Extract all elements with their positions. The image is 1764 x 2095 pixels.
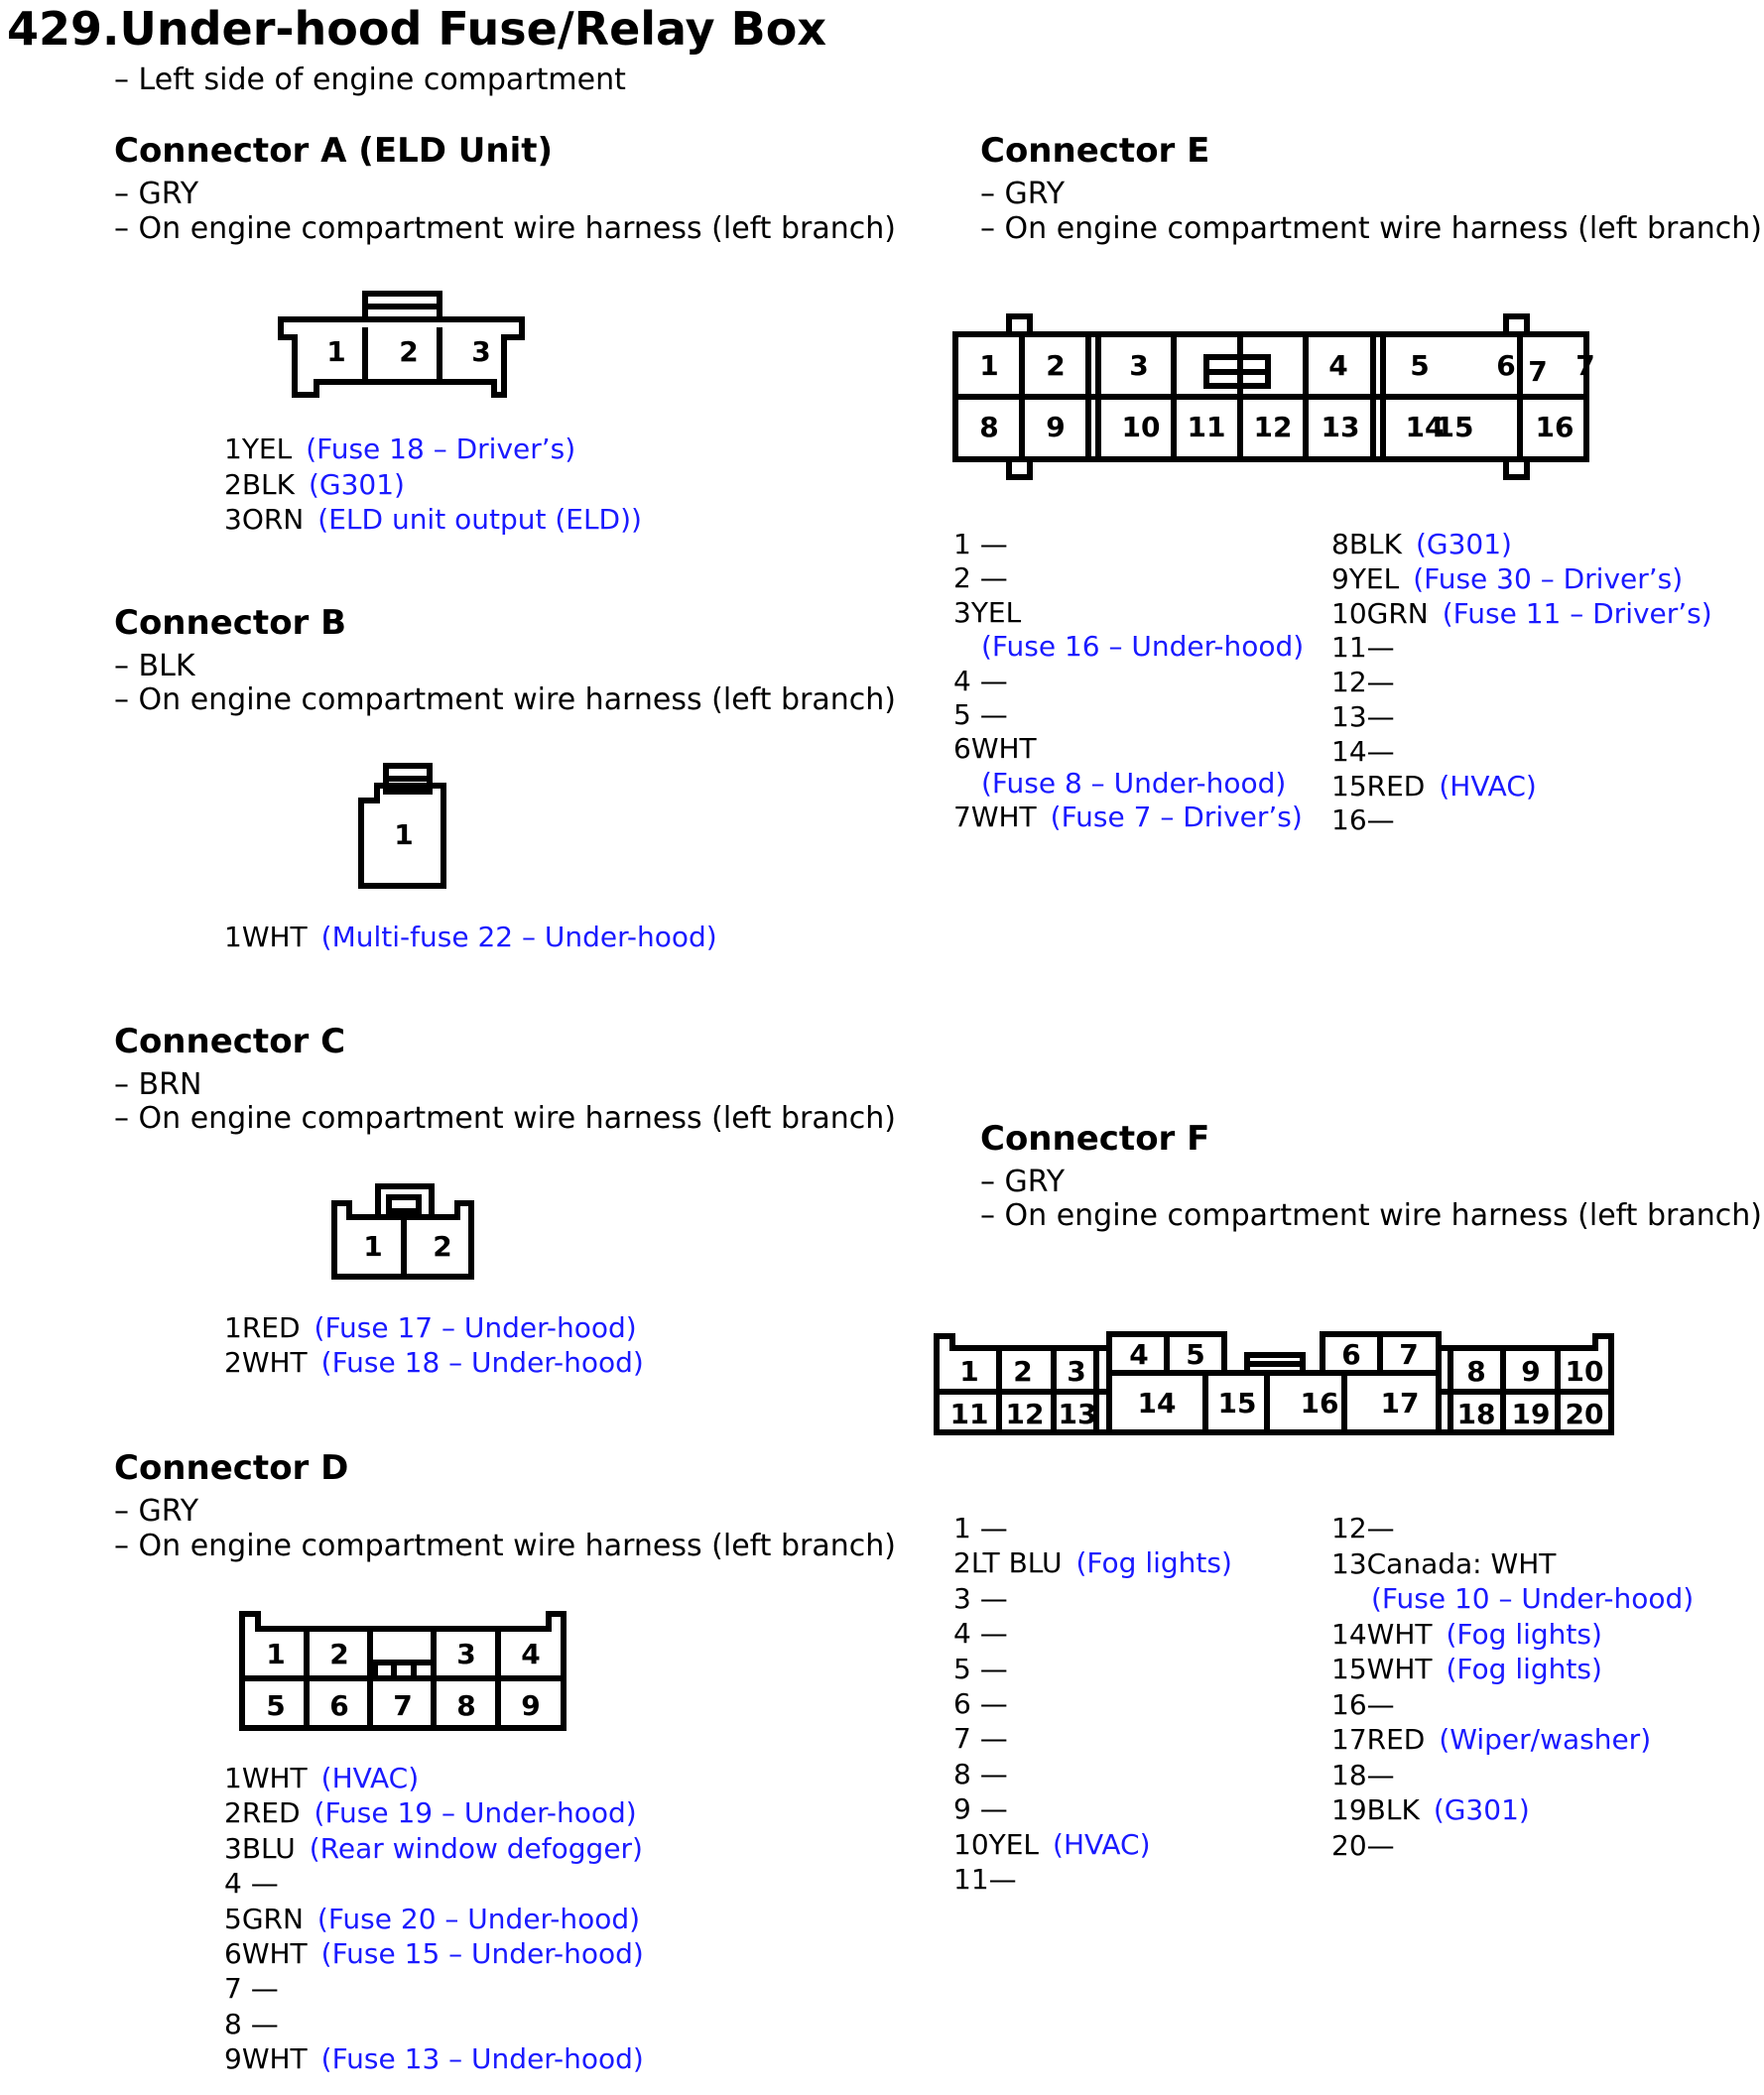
pin-row (953, 1687, 1008, 1720)
pin-row (1331, 770, 1537, 802)
pin-row (1331, 631, 1395, 664)
connector-e-color: – GRY (980, 177, 1066, 211)
connector-d-cavity-3: 3 (456, 1638, 476, 1670)
pin-wire: 1YEL (224, 432, 293, 465)
pin-row (981, 630, 1304, 663)
pin-row (953, 528, 1008, 560)
pin-row (1331, 528, 1512, 560)
pin-row (953, 1828, 1151, 1861)
pin-wire: 18— (1331, 1758, 1395, 1791)
pin-wire: 6WHT (953, 732, 1037, 766)
pin-wire: 11— (953, 1863, 1017, 1896)
pin-wire: 1WHT (224, 921, 308, 953)
connector-f-cavity-8: 8 (1466, 1355, 1486, 1388)
pin-destination: (Fuse 17 – Under-hood) (314, 1311, 637, 1344)
pin-row (953, 1863, 1017, 1896)
connector-f-cavity-14: 14 (1137, 1387, 1177, 1419)
pin-wire: 7 — (224, 1972, 279, 2006)
pin-wire: 8BLK (1331, 528, 1402, 560)
pin-destination: (ELD unit output (ELD)) (317, 503, 642, 536)
pin-row (1331, 735, 1395, 768)
connector-c-color: – BRN (114, 1067, 202, 1102)
pin-row (224, 1972, 279, 2005)
pin-row (1331, 1829, 1395, 1862)
connector-c-cavity-2: 2 (433, 1230, 452, 1263)
connector-e-cavity-10: 10 (1121, 411, 1161, 443)
connector-c-cavity-1: 1 (363, 1230, 383, 1263)
pin-row (224, 1311, 637, 1344)
pin-wire: 1RED (224, 1311, 301, 1344)
pin-row (953, 1617, 1008, 1650)
pin-wire: 4 — (224, 1867, 279, 1901)
connector-f-cavity-10: 10 (1565, 1355, 1604, 1388)
connector-f-cavity-17: 17 (1380, 1387, 1420, 1419)
pin-wire: 6 — (953, 1687, 1008, 1720)
pin-wire: 14WHT (1331, 1617, 1433, 1651)
pin-destination: (Fuse 18 – Driver’s) (306, 432, 576, 465)
connector-f-cavity-16: 16 (1300, 1387, 1339, 1419)
pin-row (224, 503, 642, 536)
connector-a-heading: Connector A (ELD Unit) (114, 131, 554, 171)
pin-row (981, 767, 1286, 800)
pin-wire: 1 — (953, 528, 1008, 560)
pin-row (953, 665, 1008, 697)
pin-wire: 2 — (953, 561, 1008, 595)
connector-b-face (361, 766, 443, 886)
connector-f-cavity-15: 15 (1217, 1387, 1257, 1419)
pin-wire: 11— (1331, 631, 1395, 665)
pin-wire: 9WHT (224, 2042, 308, 2076)
connector-f-cavity-6: 6 (1341, 1338, 1361, 1371)
connector-a-cavity-1: 1 (326, 335, 346, 368)
pin-row (224, 432, 575, 465)
pin-destination: (G301) (1415, 528, 1512, 560)
connector-d-cavity-7: 7 (393, 1689, 413, 1722)
connector-e-cavity-9: 9 (1046, 411, 1066, 443)
pin-destination: (Multi-fuse 22 – Under-hood) (320, 921, 717, 953)
pin-destination: (Fuse 18 – Under-hood) (320, 1346, 644, 1379)
connector-e-cavity-3: 3 (1129, 349, 1149, 382)
pin-wire: 1WHT (224, 1762, 308, 1794)
pin-wire: 17RED (1331, 1723, 1426, 1756)
pin-wire: 12— (1331, 666, 1395, 699)
connector-e-cavity-5: 5 (1410, 349, 1430, 382)
pin-row (953, 596, 1021, 629)
pin-wire: 20— (1331, 1828, 1395, 1862)
connector-f-cavity-3: 3 (1067, 1355, 1086, 1388)
connector-a-cavity-2: 2 (399, 335, 419, 368)
pin-destination: (HVAC) (1053, 1827, 1151, 1861)
pin-row (1331, 1653, 1602, 1685)
pin-destination: (Fog lights) (1075, 1546, 1232, 1580)
pin-wire: 8 — (953, 1757, 1008, 1790)
pin-destination: (G301) (1433, 1793, 1530, 1826)
connector-e-cavity-12: 12 (1253, 411, 1293, 443)
pin-row (224, 1796, 637, 1829)
pin-destination: (Fuse 19 – Under-hood) (314, 1796, 637, 1830)
connector-e-cavity-11: 11 (1187, 411, 1226, 443)
pin-wire: 9YEL (1331, 561, 1400, 595)
connector-c-face (334, 1186, 471, 1277)
pin-destination: (Fog lights) (1446, 1617, 1602, 1651)
pin-wire: 8 — (224, 2007, 279, 2040)
pin-wire: 5 — (953, 698, 1008, 731)
pin-row (953, 1512, 1008, 1544)
pin-destination: (Fuse 13 – Under-hood) (320, 2042, 644, 2076)
pin-row (953, 1722, 1008, 1755)
pin-row (224, 1346, 644, 1379)
pin-row (953, 1546, 1232, 1579)
connector-e-cavity-7: 7 (1528, 355, 1548, 388)
connector-a-cavity-3: 3 (471, 335, 491, 368)
pin-row (1331, 803, 1395, 836)
pin-destination: (Fuse 20 – Under-hood) (316, 1902, 641, 1935)
connector-a-color: – GRY (114, 177, 199, 211)
pin-wire: 3ORN (224, 503, 305, 536)
pin-wire: 1 — (953, 1512, 1008, 1544)
connector-a-harness: – On engine compartment wire harness (left branch) (114, 211, 896, 246)
pin-destination: (Rear window defogger) (309, 1831, 643, 1865)
pin-wire: 12— (1331, 1512, 1395, 1544)
pin-wire: 10YEL (953, 1827, 1040, 1861)
pin-wire: 3YEL (953, 595, 1022, 629)
location-note: – Left side of engine compartment (114, 62, 626, 97)
connector-e-cavity-13: 13 (1321, 411, 1360, 443)
connector-d-cavity-8: 8 (456, 1689, 476, 1722)
pin-wire: 13— (1331, 700, 1395, 733)
connector-f-cavity-4: 4 (1129, 1338, 1149, 1371)
pin-row (1331, 1688, 1395, 1721)
pin-wire: 3BLU (224, 1831, 296, 1865)
connector-e-cavity-7-overlap: 7 (1575, 349, 1595, 382)
pin-wire: 5GRN (224, 1902, 304, 1935)
connector-e-cavity-1: 1 (979, 349, 999, 382)
pin-wire: 15WHT (1331, 1653, 1433, 1685)
connector-f-cavity-20: 20 (1565, 1398, 1604, 1430)
connector-e-cavity-6: 6 (1496, 349, 1516, 382)
pin-row (953, 1653, 1008, 1685)
connector-f-cavity-2: 2 (1013, 1355, 1033, 1388)
connector-d-cavity-5: 5 (266, 1689, 286, 1722)
connector-d-harness: – On engine compartment wire harness (left branch) (114, 1529, 896, 1563)
pin-wire: 15RED (1331, 769, 1426, 802)
pin-destination: (Fuse 30 – Driver’s) (1413, 561, 1684, 595)
pin-row (1331, 562, 1683, 595)
pin-destination: (Fuse 8 – Under-hood) (981, 766, 1287, 800)
pin-destination: (HVAC) (320, 1762, 420, 1794)
connector-f-face (937, 1334, 1611, 1432)
connector-f-harness: – On engine compartment wire harness (left branch) (980, 1198, 1762, 1233)
connector-d-cavity-6: 6 (329, 1689, 349, 1722)
pin-wire: 16— (1331, 803, 1395, 837)
pin-destination: (Wiper/washer) (1439, 1723, 1652, 1756)
pin-row (224, 1762, 419, 1794)
pin-wire: 2WHT (224, 1346, 308, 1379)
pin-row (953, 1792, 1008, 1825)
pin-wire: 14— (1331, 734, 1395, 768)
pin-row (1331, 700, 1395, 733)
pin-wire: 2LT BLU (953, 1546, 1063, 1580)
connector-d-heading: Connector D (114, 1448, 349, 1488)
connector-b-heading: Connector B (114, 603, 347, 643)
pin-destination: (Fuse 16 – Under-hood) (981, 630, 1305, 664)
pin-row (224, 1903, 640, 1935)
pin-destination: (Fuse 10 – Under-hood) (1371, 1582, 1695, 1615)
pin-row (953, 1582, 1008, 1615)
connector-d-cavity-9: 9 (521, 1689, 541, 1722)
connector-d-cavity-4: 4 (521, 1638, 541, 1670)
pin-destination: (G301) (308, 467, 405, 501)
pin-row (1331, 1723, 1651, 1756)
connector-d-cavity-1: 1 (266, 1638, 286, 1670)
connector-f-cavity-7: 7 (1399, 1338, 1419, 1371)
connector-e-cavity-16: 16 (1535, 411, 1575, 443)
connector-d-face (242, 1614, 564, 1728)
connector-d-color: – GRY (114, 1494, 199, 1529)
page-title: 429.Under-hood Fuse/Relay Box (7, 2, 827, 56)
connector-e-cavity-2: 2 (1046, 349, 1066, 382)
connector-b-cavity-1: 1 (394, 818, 414, 851)
pin-row (1331, 1512, 1395, 1544)
pin-wire: 19BLK (1331, 1793, 1420, 1826)
pin-row (1331, 666, 1395, 698)
connector-f-cavity-1: 1 (959, 1355, 979, 1388)
connector-d-cavity-2: 2 (329, 1638, 349, 1670)
pin-wire: 4 — (953, 1617, 1008, 1651)
connector-e-face (955, 316, 1595, 477)
pin-wire: 9 — (953, 1792, 1008, 1826)
pin-row (1331, 597, 1712, 630)
pin-wire: 16— (1331, 1687, 1395, 1721)
pin-wire: 3 — (953, 1581, 1008, 1615)
connector-f-heading: Connector F (980, 1119, 1210, 1159)
connector-f-cavity-11: 11 (949, 1398, 989, 1430)
connector-e-heading: Connector E (980, 131, 1210, 171)
pin-row (224, 1832, 643, 1865)
pin-wire: 5 — (953, 1652, 1008, 1685)
connector-f-cavity-9: 9 (1521, 1355, 1541, 1388)
pin-destination: (HVAC) (1439, 769, 1537, 802)
connector-f-cavity-19: 19 (1511, 1398, 1551, 1430)
connector-b-harness: – On engine compartment wire harness (left branch) (114, 682, 896, 717)
connector-c-heading: Connector C (114, 1022, 346, 1061)
connector-e-cavity-4: 4 (1328, 349, 1348, 382)
pin-destination: (Fog lights) (1446, 1653, 1602, 1685)
pin-wire: 7WHT (953, 801, 1037, 834)
connector-b-color: – BLK (114, 649, 195, 683)
connector-f-cavity-18: 18 (1456, 1398, 1496, 1430)
pin-wire: 7 — (953, 1722, 1008, 1756)
pin-row (953, 1758, 1008, 1790)
pin-destination: (Fuse 15 – Under-hood) (320, 1937, 644, 1970)
pin-row (953, 801, 1303, 833)
connector-a-face (281, 294, 522, 395)
pin-wire: 10GRN (1331, 596, 1429, 630)
pin-row (224, 468, 405, 501)
pin-row (224, 2008, 279, 2040)
pin-destination: (Fuse 7 – Driver’s) (1050, 801, 1303, 834)
pin-row (953, 732, 1037, 765)
pin-row (953, 561, 1008, 594)
pin-row (224, 2042, 644, 2075)
pin-row (1371, 1582, 1694, 1615)
pin-wire: 2BLK (224, 467, 295, 501)
pin-wire: 2RED (224, 1796, 301, 1830)
pin-row (224, 921, 717, 953)
pin-row (1331, 1759, 1395, 1791)
connector-e-cavity-14: 14 (1405, 411, 1445, 443)
pin-row (953, 698, 1008, 731)
pin-row (1331, 1793, 1530, 1826)
connector-c-harness: – On engine compartment wire harness (left branch) (114, 1101, 896, 1136)
pin-wire: 6WHT (224, 1937, 308, 1970)
pin-row (1331, 1547, 1556, 1580)
connector-e-harness: – On engine compartment wire harness (left branch) (980, 211, 1762, 246)
connector-f-cavity-5: 5 (1186, 1338, 1205, 1371)
pin-row (1331, 1618, 1602, 1651)
pin-wire: 13Canada: WHT (1331, 1546, 1557, 1580)
pin-destination: (Fuse 11 – Driver’s) (1442, 596, 1712, 630)
connector-f-cavity-12: 12 (1005, 1398, 1045, 1430)
pin-row (224, 1867, 279, 1900)
connector-f-color: – GRY (980, 1165, 1066, 1199)
connector-e-cavity-8: 8 (979, 411, 999, 443)
pin-row (224, 1937, 644, 1970)
pin-wire: 4 — (953, 664, 1008, 697)
connector-e-cavity-15: 15 (1435, 411, 1474, 443)
connector-f-cavity-13: 13 (1058, 1398, 1097, 1430)
